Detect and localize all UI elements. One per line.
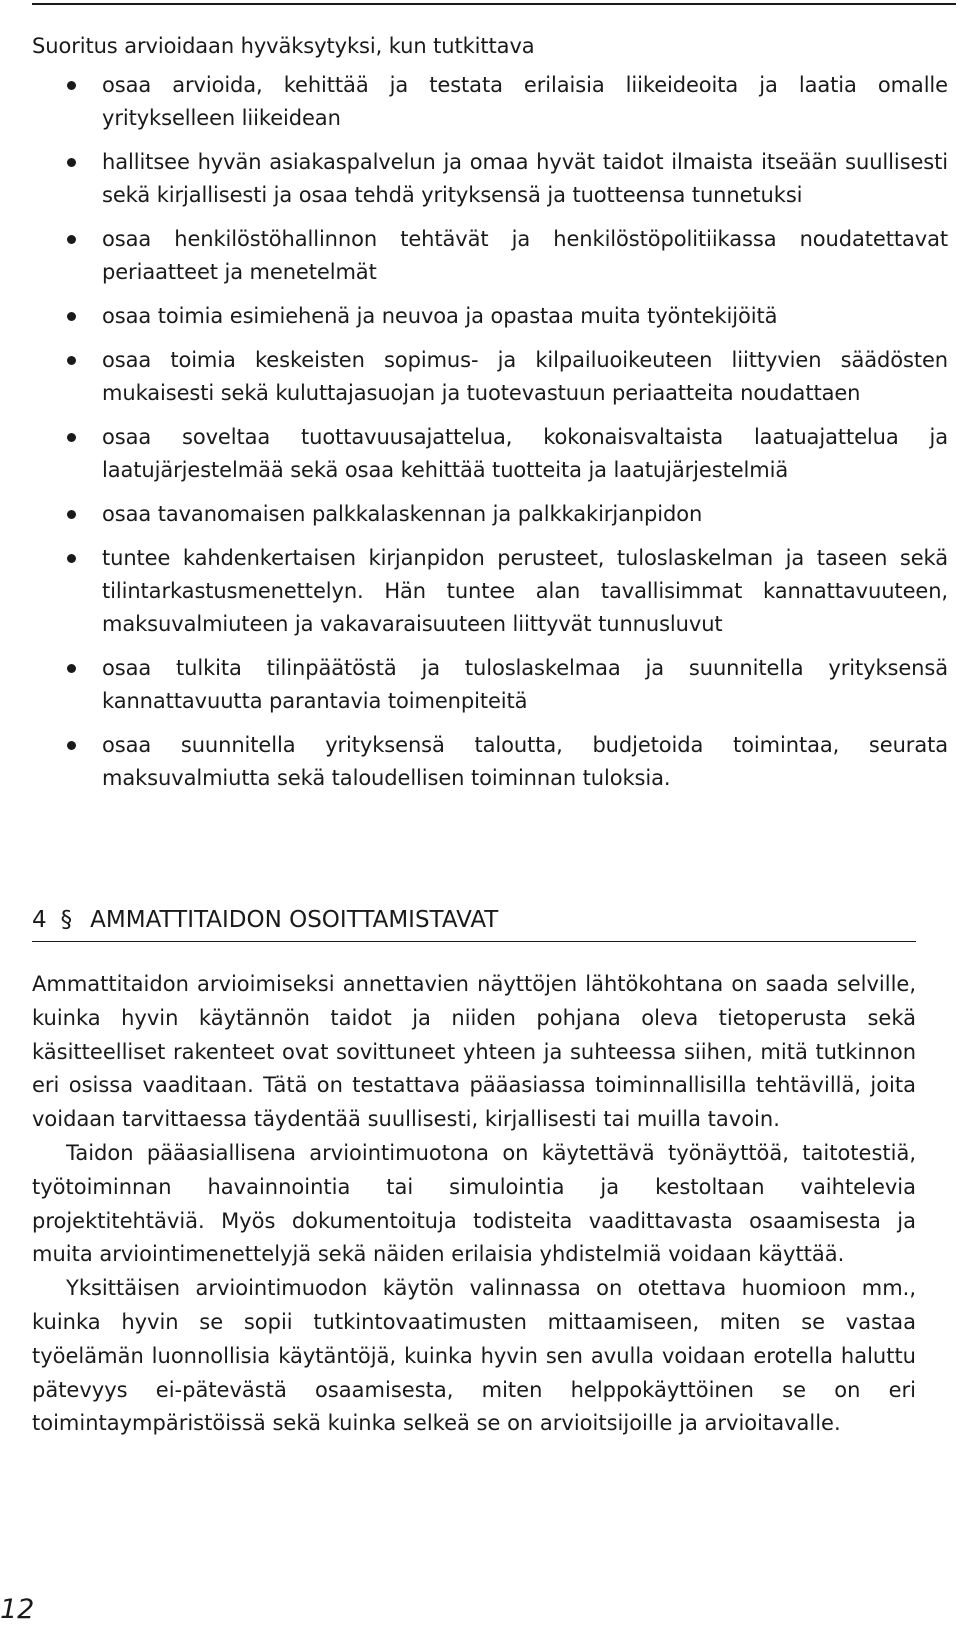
section-body — [32, 968, 916, 1441]
list-item: osaa toimia esimiehenä ja neuvoa ja opastaa muita työntekijöitä — [32, 300, 948, 333]
paragraph: Yksittäisen arviointimuodon käytön valinnassa on otettava huomioon mm., kuinka hyvin se sopii tutkintovaatimusten mittaamiseen, miten se vastaa työelämän luonnollisia käytäntöjä, kuinka hyvin sen avulla voidaan erotella haluttu pätevyys ei-pätevästä osaamisesta, miten helppokäyttöinen se on eri toimintaympäristöissä sekä kuinka selkeä se on arvioitsijoille ja arvioitavalle. — [32, 1276, 916, 1436]
bullet-icon — [67, 158, 76, 167]
list-item: osaa henkilöstöhallinnon tehtävät ja henkilöstöpolitiikassa noudatettavat periaatteet ja menetelmät — [32, 223, 948, 289]
list-item: osaa suunnitella yrityksensä taloutta, budjetoida toimintaa, seurata maksuvalmiutta sekä taloudellisen toiminnan tuloksia. — [32, 729, 948, 795]
bullet-icon — [67, 510, 76, 519]
page-number: 12 — [0, 1594, 35, 1625]
list-item: tuntee kahdenkertaisen kirjanpidon perusteet, tuloslaskelman ja taseen sekä tilintarkastusmenettelyn. Hän tuntee alan tavallisimmat kannattavuuteen, maksuvalmiuteen ja vakavaraisuuteen liittyvät tunnusluvut — [32, 542, 948, 641]
top-rule — [32, 3, 956, 5]
list-item: osaa tavanomaisen palkkalaskennan ja palkkakirjanpidon — [32, 498, 948, 531]
section-title: AMMATTITAIDON OSOITTAMISTAVAT — [90, 907, 499, 933]
list-item: osaa toimia keskeisten sopimus- ja kilpailuoikeuteen liittyvien säädösten mukaisesti sekä kuluttajasuojan ja tuotevastuun periaatteita noudattaen — [32, 344, 948, 410]
list-item: osaa arvioida, kehittää ja testata erilaisia liikeideoita ja laatia omalle yritykselleen liikeidean — [32, 69, 948, 135]
bullet-icon — [67, 554, 76, 563]
section-heading — [32, 905, 916, 942]
assessment-criteria — [32, 30, 948, 806]
list-item: osaa tulkita tilinpäätöstä ja tuloslaskelmaa ja suunnitella yrityksensä kannattavuutta parantavia toimenpiteitä — [32, 652, 948, 718]
bullet-icon — [67, 235, 76, 244]
list-item: hallitsee hyvän asiakaspalvelun ja omaa hyvät taidot ilmaista itseään suullisesti sekä kirjallisesti ja osaa tehdä yrityksensä ja tuotteensa tunnetuksi — [32, 146, 948, 212]
bullet-icon — [67, 664, 76, 673]
intro-text: Suoritus arvioidaan hyväksytyksi, kun tutkittava — [32, 34, 535, 58]
bullet-icon — [67, 356, 76, 365]
section-sign: § — [60, 907, 73, 933]
bullet-icon — [67, 312, 76, 321]
bullet-icon — [67, 433, 76, 442]
paragraph: Ammattitaidon arvioimiseksi annettavien näyttöjen lähtökohtana on saada selville, kuinka hyvin käytännön taidot ja niiden pohjana oleva tietoperusta sekä käsitteelliset rakenteet ovat sovittuneet yhteen ja suhteessa siihen, mitä tutkinnon eri osissa vaaditaan. Tätä on testattava pääasiassa toiminnallisilla tehtävillä, joita voidaan tarvittaessa täydentää suullisesti, kirjallisesti tai muilla tavoin. — [32, 972, 916, 1132]
paragraph: Taidon pääasiallisena arviointimuotona on käytettävä työnäyttöä, taitotestiä, työtoiminnan havainnointia tai simulointia ja kestoltaan vaihtelevia projektitehtäviä. Myös dokumentoituja todisteita vaadittavasta osaamisesta ja muita arviointimenettelyjä sekä näiden erilaisia yhdistelmiä voidaan käyttää. — [32, 1140, 916, 1267]
bullet-icon — [67, 741, 76, 750]
section-number: 4 — [32, 907, 47, 933]
bullet-icon — [67, 81, 76, 90]
criteria-list — [32, 69, 948, 795]
list-item: osaa soveltaa tuottavuusajattelua, kokonaisvaltaista laatuajattelua ja laatujärjestelmää sekä osaa kehittää tuotteita ja laatujärjestelmiä — [32, 421, 948, 487]
